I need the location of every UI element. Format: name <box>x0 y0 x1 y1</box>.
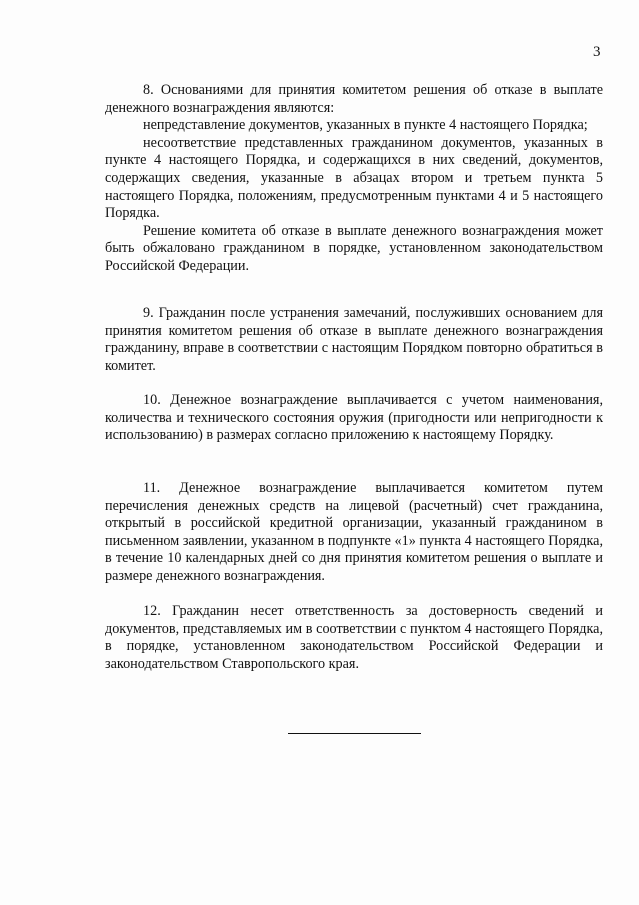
paragraph-9 <box>105 305 603 375</box>
paragraph-11 <box>105 480 603 586</box>
paragraph-8-appeal: Решение комитета об отказе в выплате денежного вознаграждения может быть обжаловано гражданином в порядке, установленном законодательством Российской Федерации. <box>105 222 603 274</box>
paragraph-8 <box>105 82 603 276</box>
paragraph-8-item-1: непредставление документов, указанных в пункте 4 настоящего Порядка; <box>143 117 588 134</box>
end-divider-line <box>288 733 421 734</box>
paragraph-12 <box>105 603 603 673</box>
paragraph-8-intro: 8. Основаниями для принятия комитетом решения об отказе в выплате денежного вознаграждения являются: <box>105 82 603 116</box>
paragraph-10 <box>105 392 603 445</box>
paragraph-11-text: 11. Денежное вознаграждение выплачивается комитетом путем перечисления денежных средств на лицевой (расчетный) счет гражданина, открытый в российской кредитной организации, указанный гражданином в письменном заявлении, указанном в подпункте «1» пункта 4 настоящего Порядка, в течение 10 календарных дней со дня принятия комитетом решения о выплате и размере денежного вознаграждения. <box>105 480 603 584</box>
paragraph-9-text: 9. Гражданин после устранения замечаний, послуживших основанием для принятия комитетом решения об отказе в выплате денежного вознаграждения гражданину, вправе в соответствии с настоящим Порядком повторно обратиться в комитет. <box>105 305 603 374</box>
paragraph-8-item-2: несоответствие представленных гражданином документов, указанных в пункте 4 настоящего Порядка, и содержащихся в них сведений, документов, содержащих сведения, указанные в абзацах втором и третьем пункта 5 настоящего Порядка, положениям, предусмотренным пунктами 4 и 5 настоящего Порядка. <box>105 134 603 222</box>
page-number: 3 <box>593 44 601 60</box>
paragraph-10-text: 10. Денежное вознаграждение выплачивается с учетом наименования, количества и технического состояния оружия (пригодности или непригодности к использованию) в размерах согласно приложению к настоящему Порядку. <box>105 392 603 444</box>
paragraph-12-text: 12. Гражданин несет ответственность за достоверность сведений и документов, представляемых им в соответствии с пунктом 4 настоящего Порядка, в порядке, установленном законодательством Российской Федерации и законодательством Ставропольского края. <box>105 603 603 672</box>
